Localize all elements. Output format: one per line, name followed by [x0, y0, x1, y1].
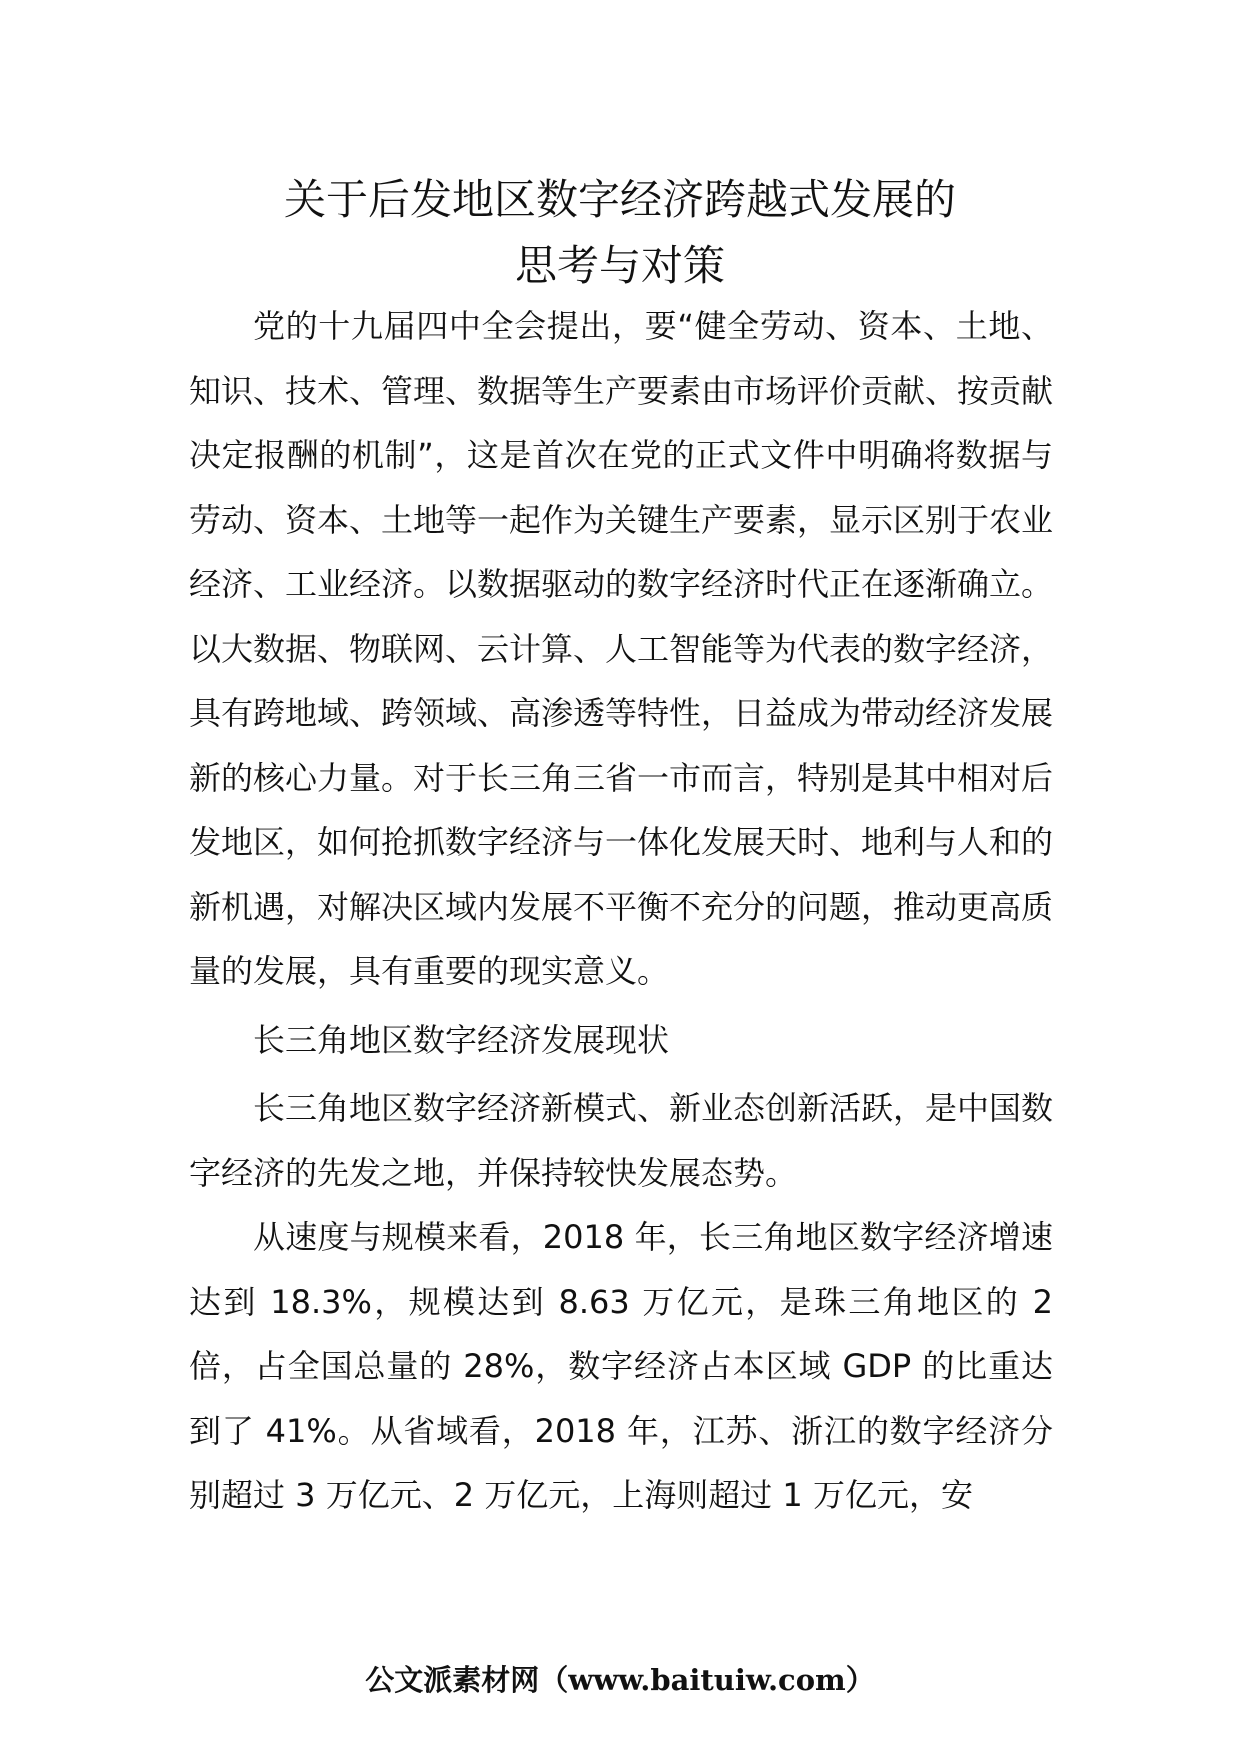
paragraph-overview: 长三角地区数字经济新模式、新业态创新活跃，是中国数字经济的先发之地，并保持较快发展态势。 — [189, 1089, 1054, 1192]
section-heading: 长三角地区数字经济发展现状 — [253, 1020, 670, 1059]
footer-watermark: 公文派素材网（www.baituiw.com） — [365, 1663, 875, 1697]
paragraph-speed-scale: 从速度与规模来看，2018 年，长三角地区数字经济增速达到 18.3%，规模达到 8.63 万亿元，是珠三角地区的 2 倍，占全国总量的 28%，数字经济占本区域 GDP 的比重达到了 41%。从省域看，2018 年，江苏、浙江的数字经济分别超过 3 万亿元、2 万亿元，上海则超过 1 万亿元，安 — [189, 1218, 1053, 1514]
document-body — [189, 294, 1053, 1528]
paragraph-intro: 党的十九届四中全会提出，要“健全劳动、资本、土地、知识、技术、管理、数据等生产要素由市场评价贡献、按贡献决定报酬的机制”，这是首次在党的正式文件中明确将数据与劳动、资本、土地等一起作为关键生产要素，显示区别于农业经济、工业经济。以数据驱动的数字经济时代正在逐渐确立。以大数据、物联网、云计算、人工智能等为代表的数字经济，具有跨地域、跨领域、高渗透等特性，日益成为带动经济发展新的核心力量。对于长三角三省一市而言，特别是其中相对后发地区，如何抢抓数字经济与一体化发展天时、地利与人和的新机遇，对解决区域内发展不平衡不充分的问题，推动更高质量的发展，具有重要的现实意义。 — [189, 307, 1054, 990]
document-title-line-1: 关于后发地区数字经济跨越式发展的 — [283, 175, 956, 224]
document-title-line-2: 思考与对策 — [514, 241, 725, 290]
